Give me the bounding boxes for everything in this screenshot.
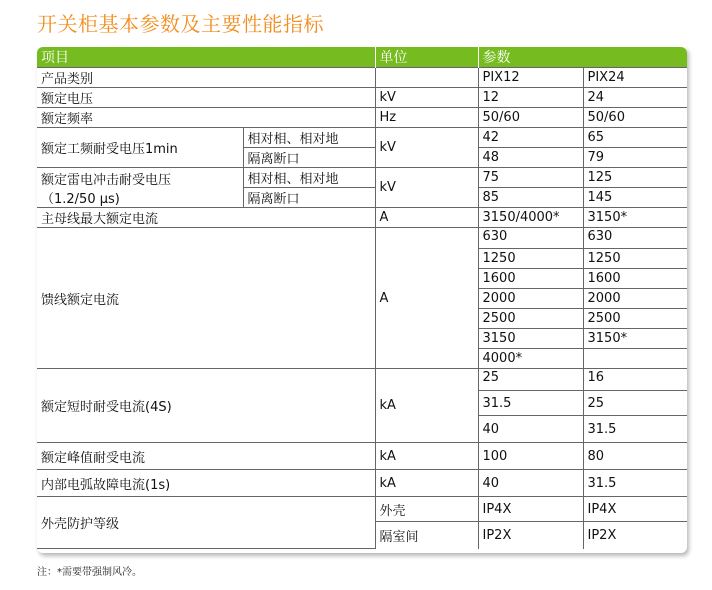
row-sublabel: 相对相、相对地 [243, 128, 375, 148]
table-row [37, 470, 687, 497]
row-value [583, 349, 687, 369]
row-value: IP2X [478, 522, 583, 549]
row-label: 内部电弧故障电流(1s) [37, 470, 375, 497]
row-unit [375, 68, 478, 88]
table-row [37, 208, 687, 228]
row-unit: kV [375, 88, 478, 108]
row-value: 31.5 [583, 470, 687, 497]
row-unit: kA [375, 443, 478, 470]
row-value: 85 [478, 188, 583, 208]
table-row [37, 369, 687, 391]
row-label: 额定电压 [37, 88, 375, 108]
table-row [37, 228, 687, 249]
row-value: 3150 [478, 329, 583, 349]
row-value: 50/60 [583, 108, 687, 128]
header-item: 项目 [37, 47, 375, 68]
row-value: 40 [478, 416, 583, 443]
row-value: 25 [478, 369, 583, 391]
row-value: 1250 [583, 249, 687, 269]
table-row [37, 68, 687, 88]
page-title: 开关柜基本参数及主要性能指标 [37, 12, 324, 36]
row-sublabel: 隔离断口 [243, 188, 375, 208]
row-label-line2: （1.2/50 µs) [41, 191, 120, 207]
table-row [37, 88, 687, 108]
table-row [37, 128, 687, 148]
row-value: 1600 [583, 269, 687, 289]
table-header-row [37, 47, 687, 68]
row-value: 25 [583, 391, 687, 416]
header-unit: 单位 [375, 47, 478, 68]
row-value: 65 [583, 128, 687, 148]
row-value: 630 [478, 228, 583, 249]
parameter-table [37, 46, 687, 549]
table-row [37, 497, 687, 522]
row-label: 额定频率 [37, 108, 375, 128]
row-value: IP4X [583, 497, 687, 522]
table-row [37, 108, 687, 128]
row-value: 4000* [478, 349, 583, 369]
row-unit: kA [375, 470, 478, 497]
row-value: 48 [478, 148, 583, 168]
row-unit: Hz [375, 108, 478, 128]
row-value: 3150* [583, 329, 687, 349]
row-value: 16 [583, 369, 687, 391]
row-value: 2500 [583, 309, 687, 329]
row-sublabel: 外壳 [375, 497, 478, 522]
row-label: 额定短时耐受电流(4S) [37, 369, 375, 443]
row-label: 主母线最大额定电流 [37, 208, 375, 228]
row-label: 外壳防护等级 [37, 497, 375, 549]
row-value: IP2X [583, 522, 687, 549]
row-value: 31.5 [583, 416, 687, 443]
row-value: 24 [583, 88, 687, 108]
row-value: 100 [478, 443, 583, 470]
row-value: 2500 [478, 309, 583, 329]
row-label: 馈线额定电流 [37, 228, 375, 369]
row-value: PIX12 [478, 68, 583, 88]
row-value: 3150/4000* [478, 208, 583, 228]
row-label-line1: 额定雷电冲击耐受电压 [41, 172, 172, 188]
row-value: 1600 [478, 269, 583, 289]
row-value: 40 [478, 470, 583, 497]
row-label: 额定工频耐受电压1min [37, 128, 243, 168]
row-value: 75 [478, 168, 583, 188]
row-value: 125 [583, 168, 687, 188]
row-value: 80 [583, 443, 687, 470]
row-value: 12 [478, 88, 583, 108]
row-value: 145 [583, 188, 687, 208]
row-value: 1250 [478, 249, 583, 269]
row-value: 31.5 [478, 391, 583, 416]
row-unit: A [375, 228, 478, 369]
row-unit: A [375, 208, 478, 228]
row-unit: kA [375, 369, 478, 443]
table-row [37, 443, 687, 470]
row-unit: kV [375, 168, 478, 208]
row-label: 产品类别 [37, 68, 375, 88]
row-sublabel: 隔离断口 [243, 148, 375, 168]
row-value: 3150* [583, 208, 687, 228]
row-value: PIX24 [583, 68, 687, 88]
row-value: 50/60 [478, 108, 583, 128]
row-value: 2000 [583, 289, 687, 309]
row-label: 额定峰值耐受电流 [37, 443, 375, 470]
parameter-table-container [37, 46, 687, 553]
footnote: 注：*需要带强制风冷。 [37, 567, 142, 578]
row-value: 79 [583, 148, 687, 168]
row-unit: kV [375, 128, 478, 168]
row-value: 42 [478, 128, 583, 148]
row-sublabel: 隔室间 [375, 522, 478, 549]
row-value: IP4X [478, 497, 583, 522]
row-value: 2000 [478, 289, 583, 309]
row-value: 630 [583, 228, 687, 249]
row-sublabel: 相对相、相对地 [243, 168, 375, 188]
row-label [37, 168, 243, 208]
header-params: 参数 [478, 47, 687, 68]
table-row [37, 168, 687, 188]
